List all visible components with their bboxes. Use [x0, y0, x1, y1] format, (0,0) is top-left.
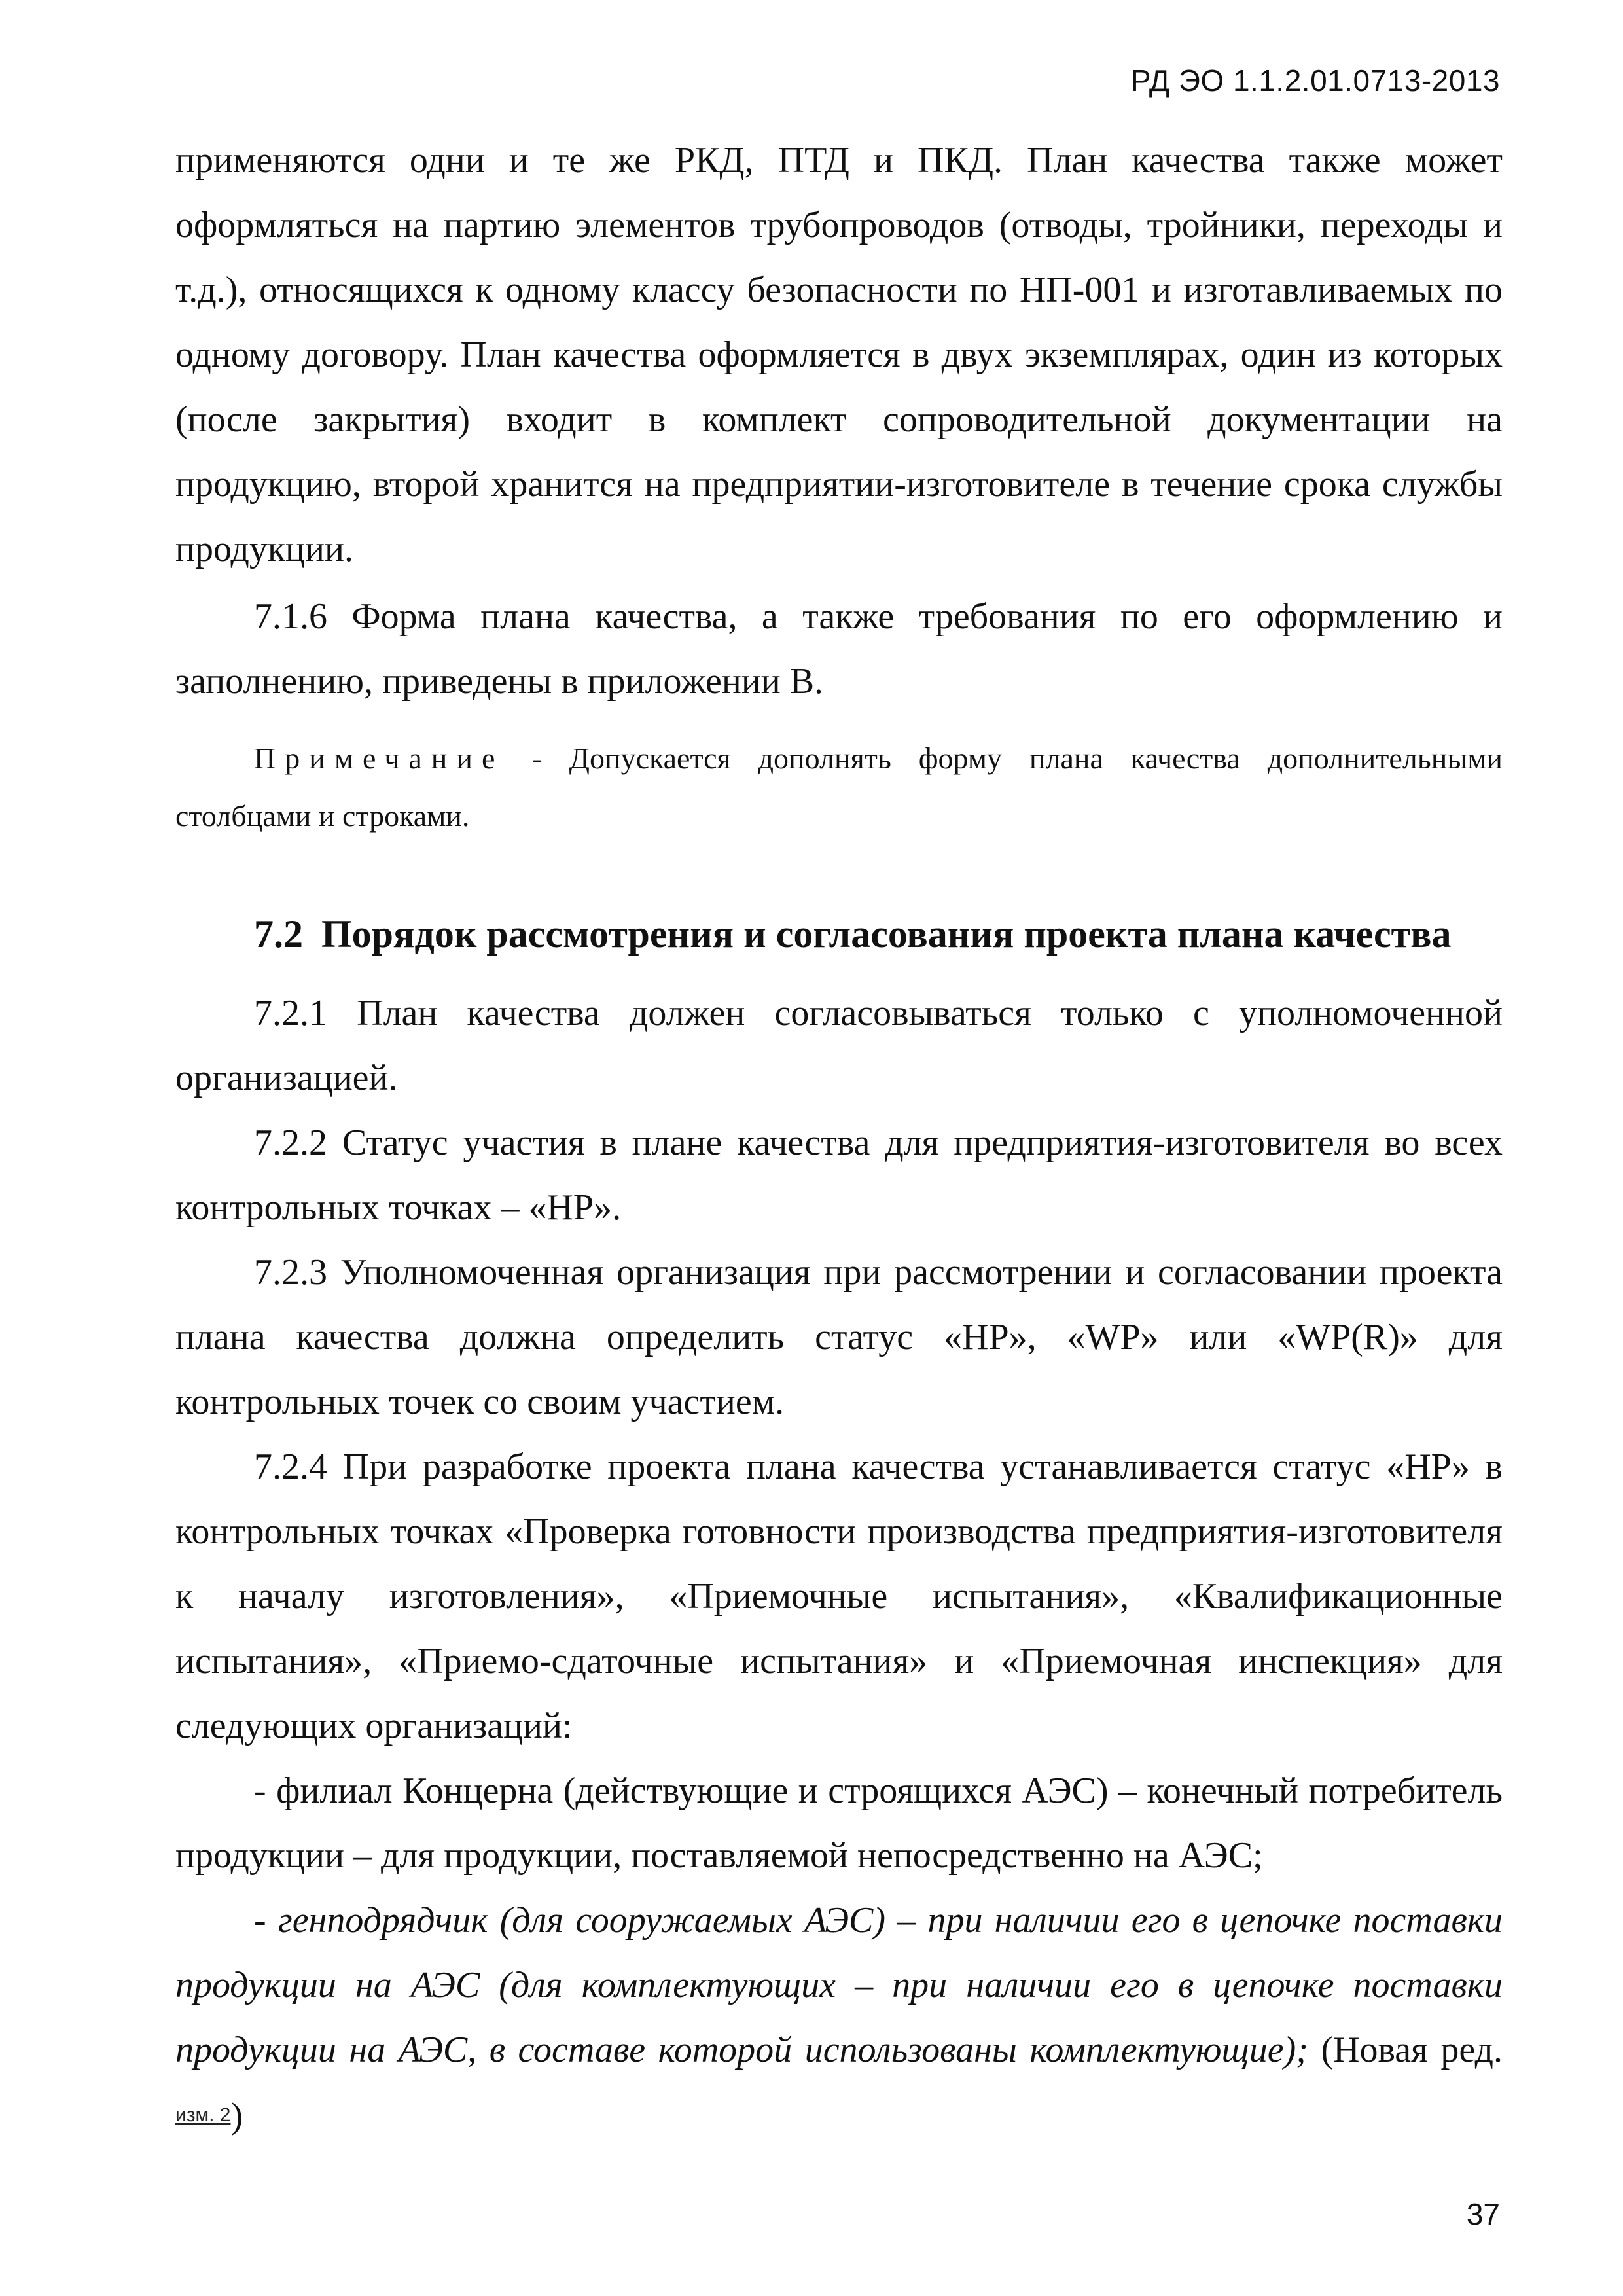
- list-item-contractor-text: - генподрядчик (для сооружаемых АЭС) – при наличии его в цепочке поставки продукции на АЭС (для комплектующих – при наличии его в цепочке поставки продукции на АЭС, в составе которой использованы комплектующие);: [175, 1900, 1503, 2070]
- section-number: 7.2: [254, 912, 303, 956]
- page-number: 37: [1466, 2197, 1500, 2231]
- note-text: - Допускается дополнять форму плана качества дополнительными столбцами и строками.: [175, 742, 1503, 833]
- section-heading: [175, 901, 1503, 967]
- revision-note-close: ): [230, 2096, 243, 2136]
- page-content: [175, 128, 1503, 2149]
- document-code: РД ЭО 1.1.2.01.0713-2013: [1130, 63, 1500, 98]
- list-item-branch: - филиал Концерна (действующие и строящихся АЭС) – конечный потребитель продукции – для продукции, поставляемой непосредственно на АЭС;: [175, 1770, 1503, 1876]
- paragraph-7-2-4: 7.2.4 При разработке проекта плана качества устанавливается статус «HP» в контрольных точках «Проверка готовности производства предприятия-изготовителя к началу изготовления», «Приемочные испытания», «Квалификационные испытания», «Приемо-сдаточные испытания» и «Приемочная инспекция» для следующих организаций:: [175, 1446, 1503, 1746]
- paragraph-7-1-6: 7.1.6 Форма плана качества, а также требования по его оформлению и заполнению, приведены в приложении В.: [175, 596, 1503, 702]
- note: [175, 730, 1503, 845]
- list-item-contractor: [175, 1888, 1503, 2149]
- revision-note: (Новая ред.: [1321, 2030, 1503, 2070]
- paragraph-7-2-3: 7.2.3 Уполномоченная организация при рассмотрении и согласовании проекта плана качества должна определить статус «HP», «WP» или «WP(R)» для контрольных точек со своим участием.: [175, 1252, 1503, 1422]
- paragraph-7-2-1: 7.2.1 План качества должен согласовываться только с уполномоченной организацией.: [175, 993, 1503, 1098]
- paragraph-7-2-2: 7.2.2 Статус участия в плане качества для предприятия-изготовителя во всех контрольных точках – «HP».: [175, 1122, 1503, 1228]
- note-label: Примечание: [254, 742, 505, 775]
- change-reference-link[interactable]: изм. 2: [175, 2104, 231, 2126]
- section-title: Порядок рассмотрения и согласования проекта плана качества: [321, 912, 1452, 956]
- paragraph-continuation: применяются одни и те же РКД, ПТД и ПКД. План качества также может оформляться на партию элементов трубопроводов (отводы, тройники, переходы и т.д.), относящихся к одному классу безопасности по НП-001 и изготавливаемых по одному договору. План качества оформляется в двух экземплярах, один из которых (после закрытия) входит в комплект сопроводительной документации на продукцию, второй хранится на предприятии-изготовителе в течение срока службы продукции.: [175, 140, 1503, 569]
